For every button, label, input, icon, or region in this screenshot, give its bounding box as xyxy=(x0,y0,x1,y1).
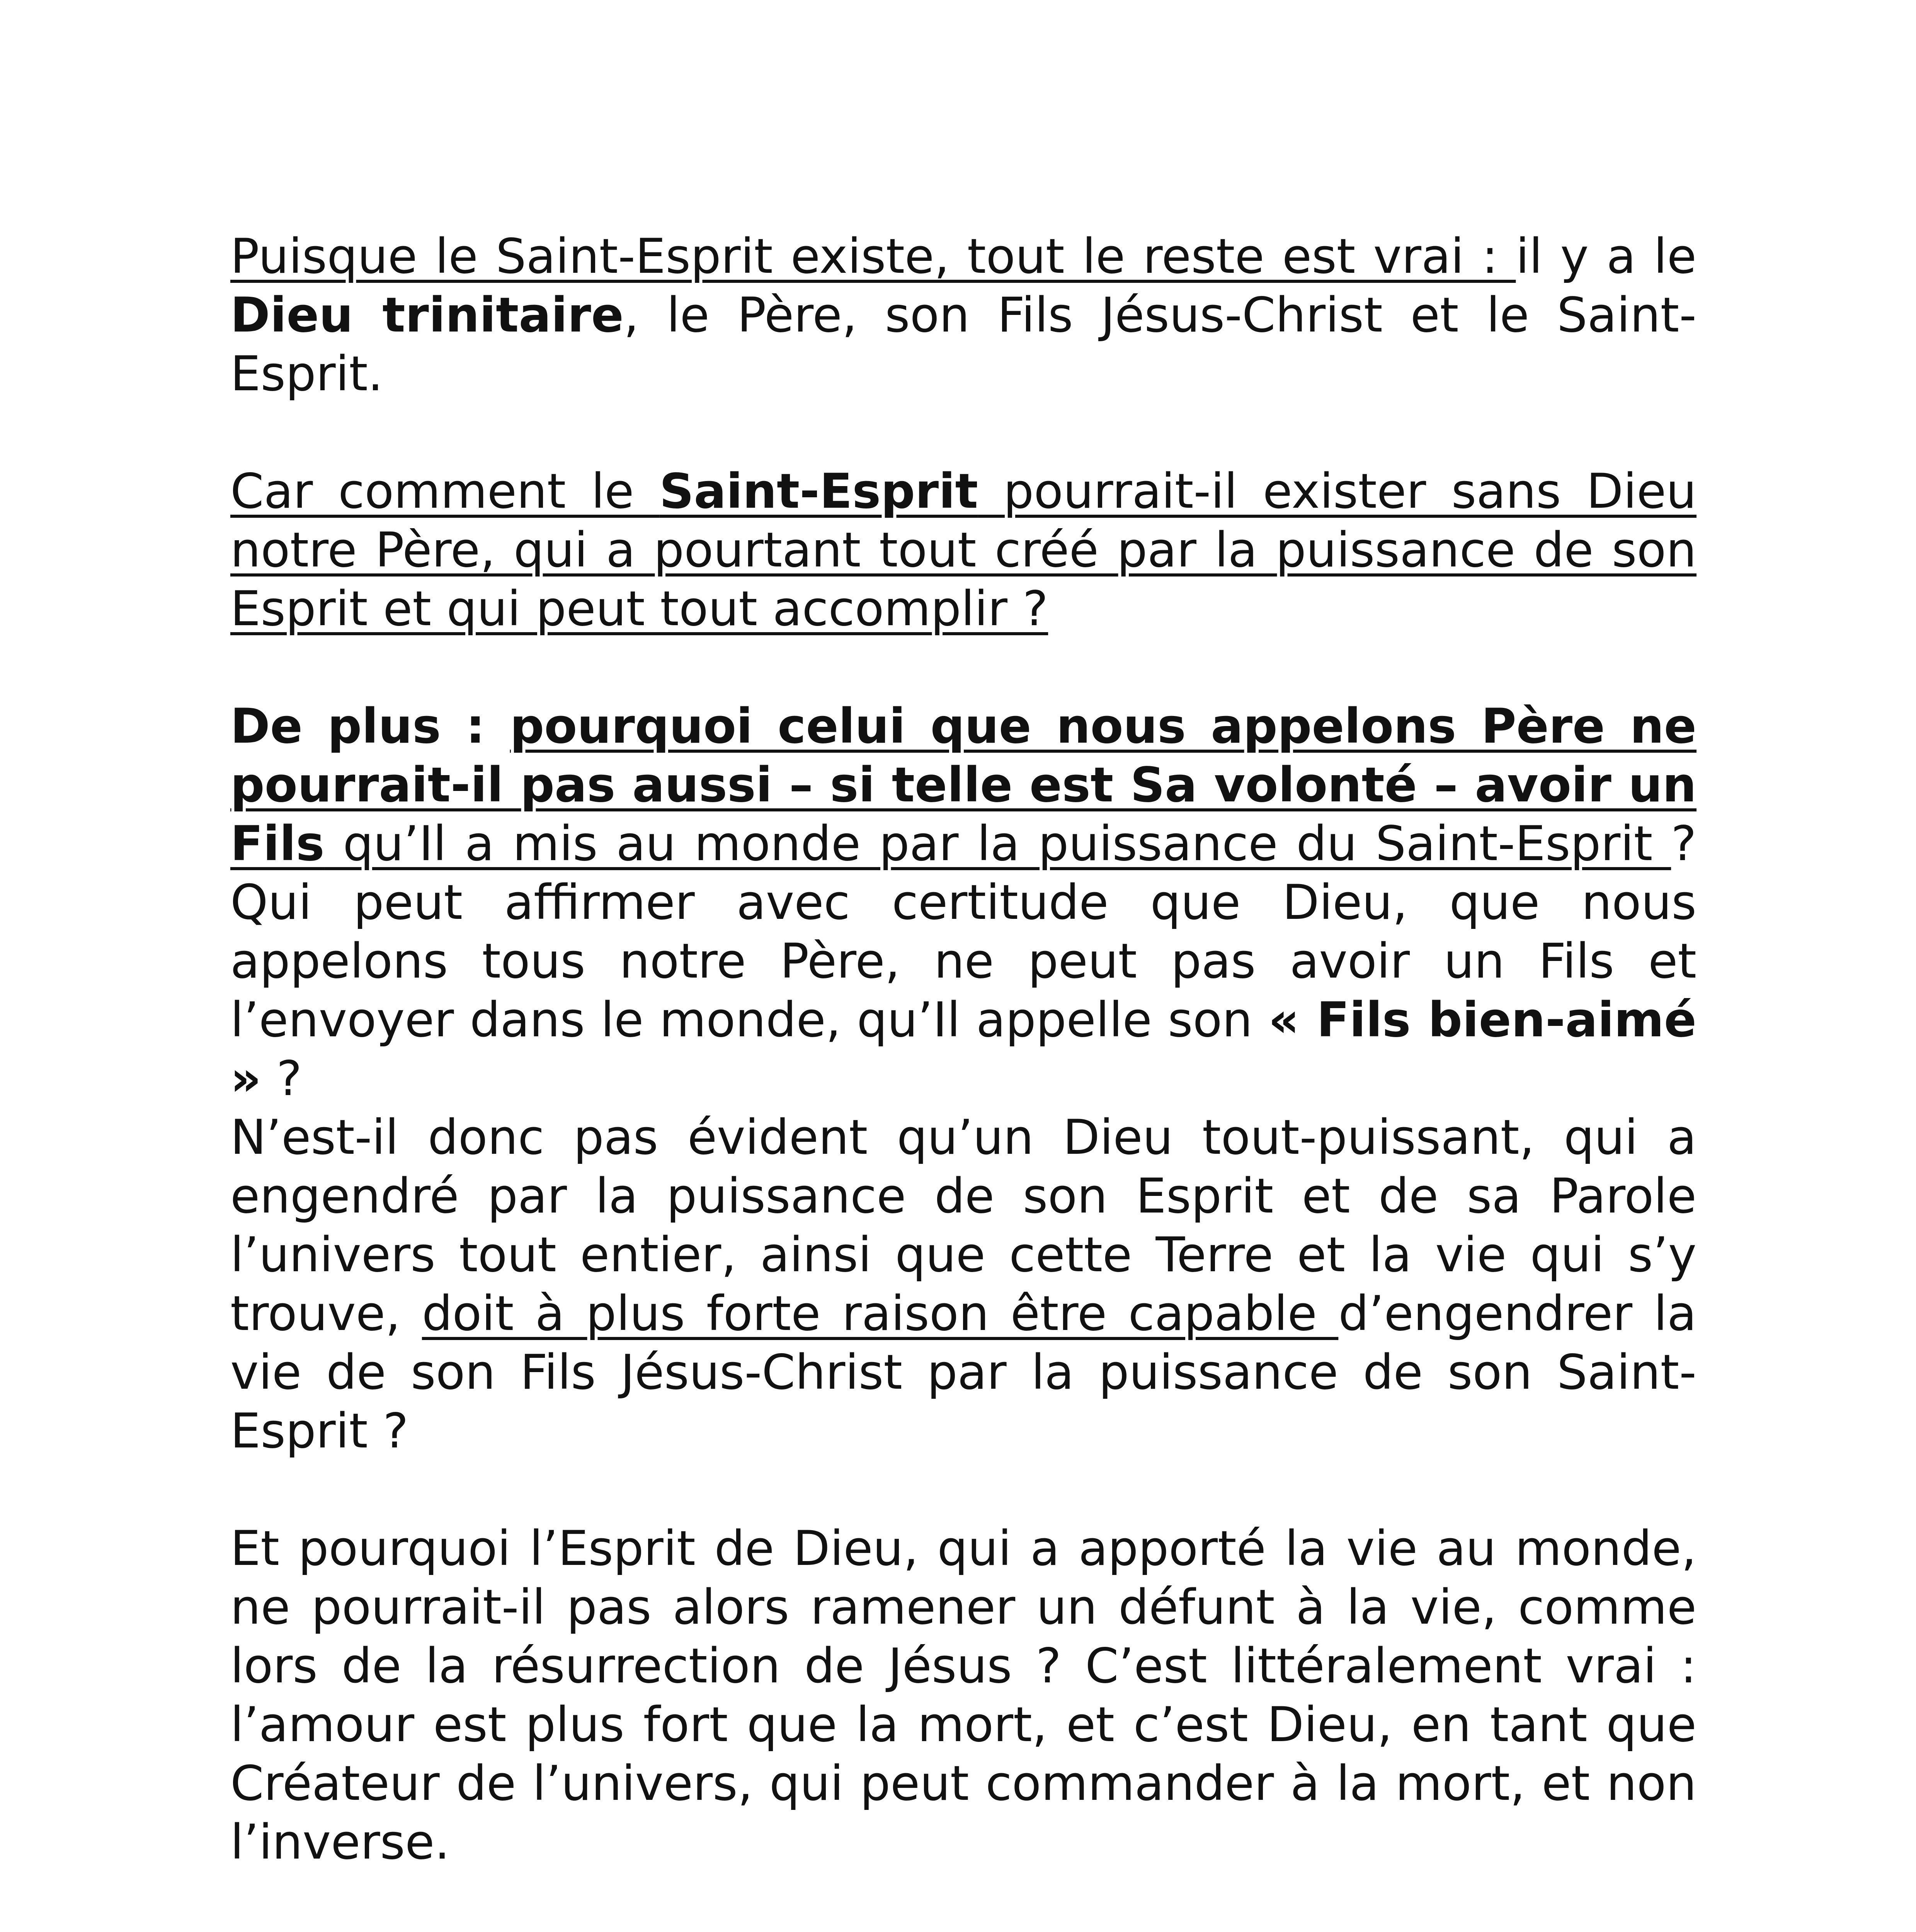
underlined-text: doit à plus forte raison être capable xyxy=(422,1286,1339,1342)
underlined-text: Puisque le Saint-Esprit existe, tout le reste est vrai : xyxy=(230,229,1516,284)
text-run: Et pourquoi l’Esprit de Dieu, qui a apporté la vie au monde, ne pourrait-il pas alors ramener un défunt à la vie, comme lors de la résurrection de Jésus ? C’est littéralement vrai : l’amour est plus fort que la mort, et c’est Dieu, en tant que Créateur de l’univers, qui peut commander à la mort, et non l’inverse. xyxy=(230,1521,1696,1870)
bold-text: De plus : xyxy=(230,699,510,754)
paragraph-4 xyxy=(230,1519,1696,1872)
text-run: N’est-il donc pas évident qu’un Dieu tout-puissant, qui a engendré par la puissance de son Esprit et de sa Parole l’univers tout entier, ainsi que cette Terre et la vie qui s’y trouve, xyxy=(230,1110,1696,1342)
text-run: il y a le xyxy=(1516,229,1696,284)
bold-text: pourquoi celui que nous appelons Père ne pourrait-il pas aussi – si telle est Sa volonté – avoir un Fils xyxy=(230,699,1696,872)
bold-text: « Fils bien-aimé » xyxy=(230,992,1696,1107)
paragraph-2 xyxy=(230,462,1696,638)
text-run: ? xyxy=(261,1051,302,1107)
paragraph-5 xyxy=(230,1930,1696,1932)
bold-text: Saint-Esprit xyxy=(659,464,978,519)
underlined-text: pourrait-il exister sans Dieu notre Père, qui a pourtant tout créé par la puissance de son Esprit et qui peut tout accomplir ? xyxy=(230,464,1696,637)
text-run: ? Qui peut affirmer avec certitude que Dieu, que nous appelons tous notre Père, ne peut pas avoir un Fils et l’envoyer dans le monde, qu’Il appelle son xyxy=(230,816,1696,1048)
paragraph-3 xyxy=(230,697,1696,1461)
text-run: d’engendrer la vie de son Fils Jésus-Christ par la puissance de son Saint-Esprit ? xyxy=(230,1286,1696,1459)
page-body-text xyxy=(230,227,1696,1932)
paragraph-1 xyxy=(230,227,1696,403)
text-run: , le Père, son Fils Jésus-Christ et le Saint-Esprit. xyxy=(230,287,1696,402)
bold-text: Dieu trinitaire xyxy=(230,287,624,343)
underlined-text: Car comment le xyxy=(230,464,660,519)
underlined-text: qu’Il a mis au monde par la puissance du Saint-Esprit xyxy=(324,816,1671,872)
